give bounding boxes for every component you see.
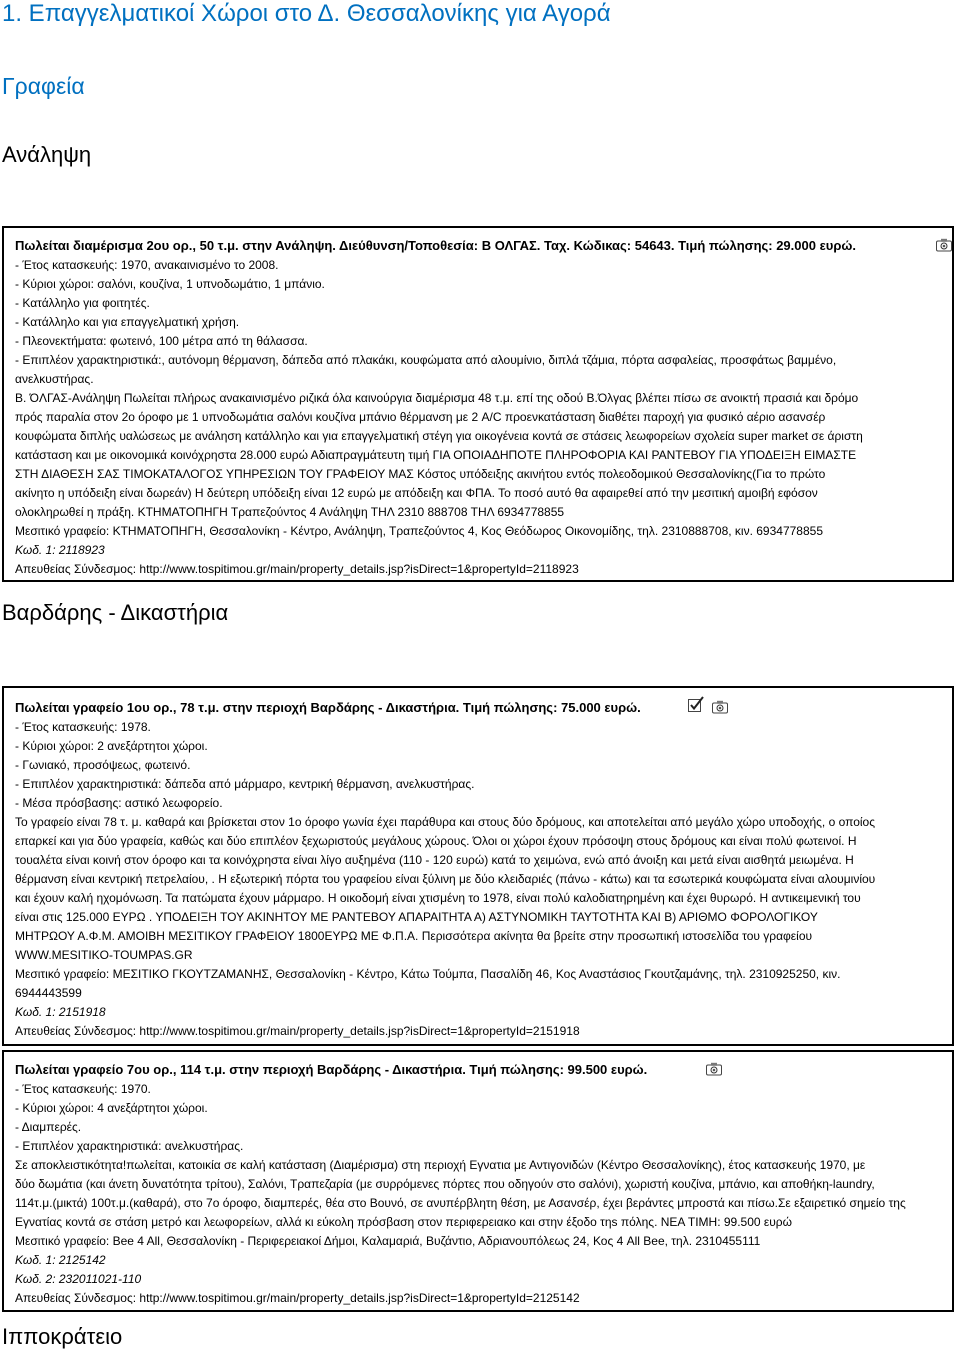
camera-icon[interactable] — [712, 700, 728, 714]
direct-link[interactable]: Απευθείας Σύνδεσμος: http://www.tospitimou.gr/main/property_details.jsp?isDirect=1&propertyId=2118923 — [15, 562, 579, 576]
listing-line: ΜΗΤΡΩΟΥ Α.Φ.Μ. ΑΜΟΙΒΗ ΜΕΣΙΤΙΚΟΥ ΓΡΑΦΕΙΟΥ 1800ΕΥΡΩ ΜΕ Φ.Π.Α. Περισσότερα ακίνητα θα βρείτε στην προσωπική ιστοσελίδα του γραφείου — [15, 929, 813, 943]
agency-info: Μεσιτικό γραφείο: Bee 4 All, Θεσσαλονίκη - Περιφερειακοί Δήμοι, Καλαμαριά, Βυζάντιο, Αδριανουπόλεως 24, Κος 4 All Bee, τηλ. 2310455111 — [15, 1234, 761, 1248]
listing-line: - Επιπλέον χαρακτηριστικά: ανελκυστήρας. — [15, 1139, 244, 1153]
listing-line: 114τ.μ.(μικτά) 100τ.μ.(καθαρά), στο 7ο όροφο, διαμπερές, θέα στο Βουνό, σε ανυπέρβλητη θέση, με Ασανσέρ, έχει βεράντες μπροστά και πίσω.Σε εξαιρετικό σημείο της — [15, 1196, 906, 1210]
agency-info: Μεσιτικό γραφείο: ΜΕΣΙΤΙΚΟ ΓΚΟΥΤΖΑΜΑΝΗΣ, Θεσσαλονίκη - Κέντρο, Κάτω Τούμπα, Πασαλίδη 46, Κος Αναστάσιος Γκουτζαμάνης, τηλ. 2310925250, κιν. — [15, 967, 841, 981]
camera-icon[interactable] — [936, 238, 952, 252]
agency-info: Μεσιτικό γραφείο: ΚΤΗΜΑΤΟΠΗΓΗ, Θεσσαλονίκη - Κέντρο, Ανάληψη, Τραπεζούντος 4, Κος Θεόδωρος Οικονομίδης, τηλ. 2310888708, κιν. 6934778855 — [15, 524, 823, 538]
listing-line: - Έτος κατασκευής: 1970, ανακαινισμένο το 2008. — [15, 258, 279, 272]
listing-code: Κωδ. 2: 232011021-110 — [15, 1272, 142, 1286]
listing-code: Κωδ. 1: 2125142 — [15, 1253, 106, 1267]
listing-line: πρός παραλία στον 2ο όροφο με 1 υπνοδωμάτια σαλόνι κουζίνα μπάνιο θέρμανση με 2 A/C προενκατάσταση διαθέτει παροχή για φυσικό αέριο ασανσέρ — [15, 410, 826, 424]
listing-line: - Κατάλληλο και για επαγγελματική χρήση. — [15, 315, 240, 329]
listing-line: Σε αποκλειστικότητα!πωλείται, κατοικία σε καλή κατάσταση (Διαμέρισμα) στη περιοχή Εγνατια με Αντιγονιδών (Κέντρο Θεσσαλονίκης), έτος κατασκευής 1970, με — [15, 1158, 866, 1172]
listing-line: θέρμανση είναι κεντρική πετρελαίου, . Η εξωτερική πόρτα του γραφείου είναι ξύλινη με δύο κλειδαριές (πάνω - κάτω) και τα εσωτερικά κουφώματα είναι αλουμινίου — [15, 872, 876, 886]
listing-line: τουαλέτα είναι κοινή στον όροφο και τα κοινόχρηστα είναι λίγο αυξημένα (110 - 120 ευρώ) κατά το χειμώνα, ενώ από άνοιξη και μετά είναι αισθητά μειωμένα. Η — [15, 853, 854, 867]
listing-card — [2, 1050, 954, 1312]
listing-line: WWW.MESITIKO-TOUMPAS.GR — [15, 948, 193, 962]
listing-code: Κωδ. 1: 2151918 — [15, 1005, 106, 1019]
listing-line: κουφώματα διπλής υαλώσεως με ανάληση κατάλληλο και για επαγγελματική στέγη για οικογένεια κοντά σε στάσεις λεωφορείων σχολεία super market σε άριστη — [15, 429, 863, 443]
listing-line: Το γραφείο είναι 78 τ. μ. καθαρά και βρίσκεται στον 1ο όροφο γωνία έχει παράθυρα και στους δύο δρόμους, και αποτελείται από μεγάλο χώρο υποδοχής, ο οποίος — [15, 815, 875, 829]
listing-line: - Έτος κατασκευής: 1978. — [15, 720, 151, 734]
section-heading-analipsi: Ανάληψη — [2, 142, 92, 167]
listing-line: - Πλεονεκτήματα: φωτεινό, 100 μέτρα από τη θάλασσα. — [15, 334, 308, 348]
listing-line: - Κύριοι χώροι: 4 ανεξάρτητοι χώροι. — [15, 1101, 208, 1115]
page-heading: 1. Επαγγελματικοί Χώροι στο Δ. Θεσσαλονίκης για Αγορά — [2, 0, 611, 27]
listing-card — [2, 226, 954, 582]
listing-line: και έχουν καλή ηχομόνωση. Τα πατώματα έχουν μάρμαρο. Η οικοδομή είναι χτισμένη το 1978, είναι πολύ καλοδιατηρημένη και έχει θυρωρό. Η αντικειμενική του — [15, 891, 861, 905]
listing-code: Κωδ. 1: 2118923 — [15, 543, 105, 557]
listing-line: ΣΤΗ ΔΙΑΘΕΣΗ ΣΑΣ ΤΙΜΟΚΑΤΑΛΟΓΟΣ ΥΠΗΡΕΣΙΩΝ ΤΟΥ ΓΡΑΦΕΙΟΥ ΜΑΣ Κόστος υπόδειξης ακινήτου εντός πολεοδομικού Θεσσαλονίκης(Για το πρώτο — [15, 467, 826, 481]
listing-card — [2, 686, 954, 1046]
listing-line: επαρκεί και για δύο γραφεία, καθώς και δύο επιπλέον ξεχωριστούς μεγάλους χώρους. Όλοι οι χώροι έχουν πρόσοψη στους δρόμους και είναι πολύ φωτεινοί. Η — [15, 834, 857, 848]
listing-line: - Έτος κατασκευής: 1970. — [15, 1082, 151, 1096]
listing-line: Β. ΌΛΓΑΣ-Ανάληψη Πωλείται πλήρως ανακαινισμένο ριζικά όλα καινούργια διαμέρισμα 48 τ.μ. επί της οδού Β.Όλγας βλέπει πίσω σε ανοικτή πρασιά και δρόμο — [15, 391, 859, 405]
listing-line: - Κύριοι χώροι: 2 ανεξάρτητοι χώροι. — [15, 739, 208, 753]
section-heading-vardaris: Βαρδάρης - Δικαστήρια — [2, 600, 229, 625]
listing-line: - Διαμπερές. — [15, 1120, 82, 1134]
category-heading: Γραφεία — [2, 73, 85, 99]
listing-line: Εγνατίας κοντά σε στάση μετρό και λεωφορείων, αλλά κι εύκολη πρόσβαση στον περιφερειακο και στην έξοδο τηs πόλης. ΝΕΑ ΤΙΜΗ: 99.500 ευρώ — [15, 1215, 793, 1229]
listing-line: - Επιπλέον χαρακτηριστικά: δάπεδα από μάρμαρο, κεντρική θέρμανση, ανελκυστήρας. — [15, 777, 475, 791]
section-heading-ippokrateio: Ιπποκράτειο — [2, 1324, 123, 1349]
listing-title: Πωλείται διαμέρισμα 2ου ορ., 50 τ.μ. στην Ανάληψη. Διεύθυνση/Τοποθεσία: Β ΟΛΓΑΣ. Ταχ. Κώδικας: 54643. Τιμή πώλησης: 29.000 ευρώ. — [15, 238, 856, 253]
listing-line: 6944443599 — [15, 986, 82, 1000]
direct-link[interactable]: Απευθείας Σύνδεσμος: http://www.tospitimou.gr/main/property_details.jsp?isDirect=1&propertyId=2125142 — [15, 1291, 580, 1305]
listing-line: ανελκυστήρας. — [15, 372, 94, 386]
listing-line: - Κατάλληλο για φοιτητές. — [15, 296, 150, 310]
listing-line: ακίνητο η υπόδειξη είναι δωρεάν) Η δεύτερη υπόδειξη είναι 12 ευρώ με απόδειξη και ΦΠΑ. Το ποσό αυτό θα αφαιρεθεί από την μεσιτική αμοιβή εφόσον — [15, 486, 818, 500]
checkbox-checked-icon[interactable] — [688, 696, 704, 710]
listing-line: - Κύριοι χώροι: σαλόνι, κουζίνα, 1 υπνοδωμάτιο, 1 μπάνιο. — [15, 277, 325, 291]
listing-line: - Γωνιακό, προσόψεως, φωτεινό. — [15, 758, 191, 772]
direct-link[interactable]: Απευθείας Σύνδεσμος: http://www.tospitimou.gr/main/property_details.jsp?isDirect=1&propertyId=2151918 — [15, 1024, 580, 1038]
listing-line: - Επιπλέον χαρακτηριστικά:, αυτόνομη θέρμανση, δάπεδα από πλακάκι, κουφώματα από αλουμίνιο, διπλά τζάμια, πόρτα ασφαλείας, προσφάτως βαμμένο, — [15, 353, 837, 367]
listing-line: ολοκληρωθεί η πράξη. ΚΤΗΜΑΤΟΠΗΓΗ Τραπεζούντος 4 Ανάληψη ΤΗΛ 2310 888708 ΤΗΛ 6934778855 — [15, 505, 565, 519]
listing-line: είναι στις 125.000 ΕΥΡΩ . ΥΠΟΔΕΙΞΗ ΤΟΥ ΑΚΙΝΗΤΟΥ ΜΕ ΡΑΝΤΕΒΟΥ ΑΠΑΡΑΙΤΗΤΑ Α) ΑΣΤΥΝΟΜΙΚΗ ΤΑΥΤΟΤΗΤΑ ΚΑΙ Β) ΑΡΙΘΜΟ ΦΟΡΟΛΟΓΙΚΟΥ — [15, 910, 818, 924]
listing-title: Πωλείται γραφείο 7ου ορ., 114 τ.μ. στην περιοχή Βαρδάρης - Δικαστήρια. Τιμή πώλησης: 99.500 ευρώ. — [15, 1062, 648, 1077]
listing-line: - Μέσα πρόσβασης: αστικό λεωφορείο. — [15, 796, 223, 810]
camera-icon[interactable] — [706, 1062, 722, 1076]
listing-line: δύο δωμάτια (και άνετη δυνατότητα τρίτου), Σαλόνι, Τραπεζαρία (με συρρόμενες πόρτες που οδηγούν στο σαλόνι), χωριστή κουζίνα, μπάνιο, και αποθήκη-laundry, — [15, 1177, 875, 1191]
listing-line: κατάσταση και με οικονομικά κοινόχρηστα 28.000 ευρώ Αδιαπραγμάτευτη τιμή ΓΙΑ ΟΠΟΙΑΔΗΠΟΤΕ ΠΛΗΡΟΦΟΡΙΑ ΚΑΙ ΡΑΝΤΕΒΟΥ ΓΙΑ ΥΠΟΔΕΙΞΗ ΕΙΜΑΣΤΕ — [15, 448, 857, 462]
listing-title: Πωλείται γραφείο 1ου ορ., 78 τ.μ. στην περιοχή Βαρδάρης - Δικαστήρια. Τιμή πώλησης: 75.000 ευρώ. — [15, 700, 641, 715]
